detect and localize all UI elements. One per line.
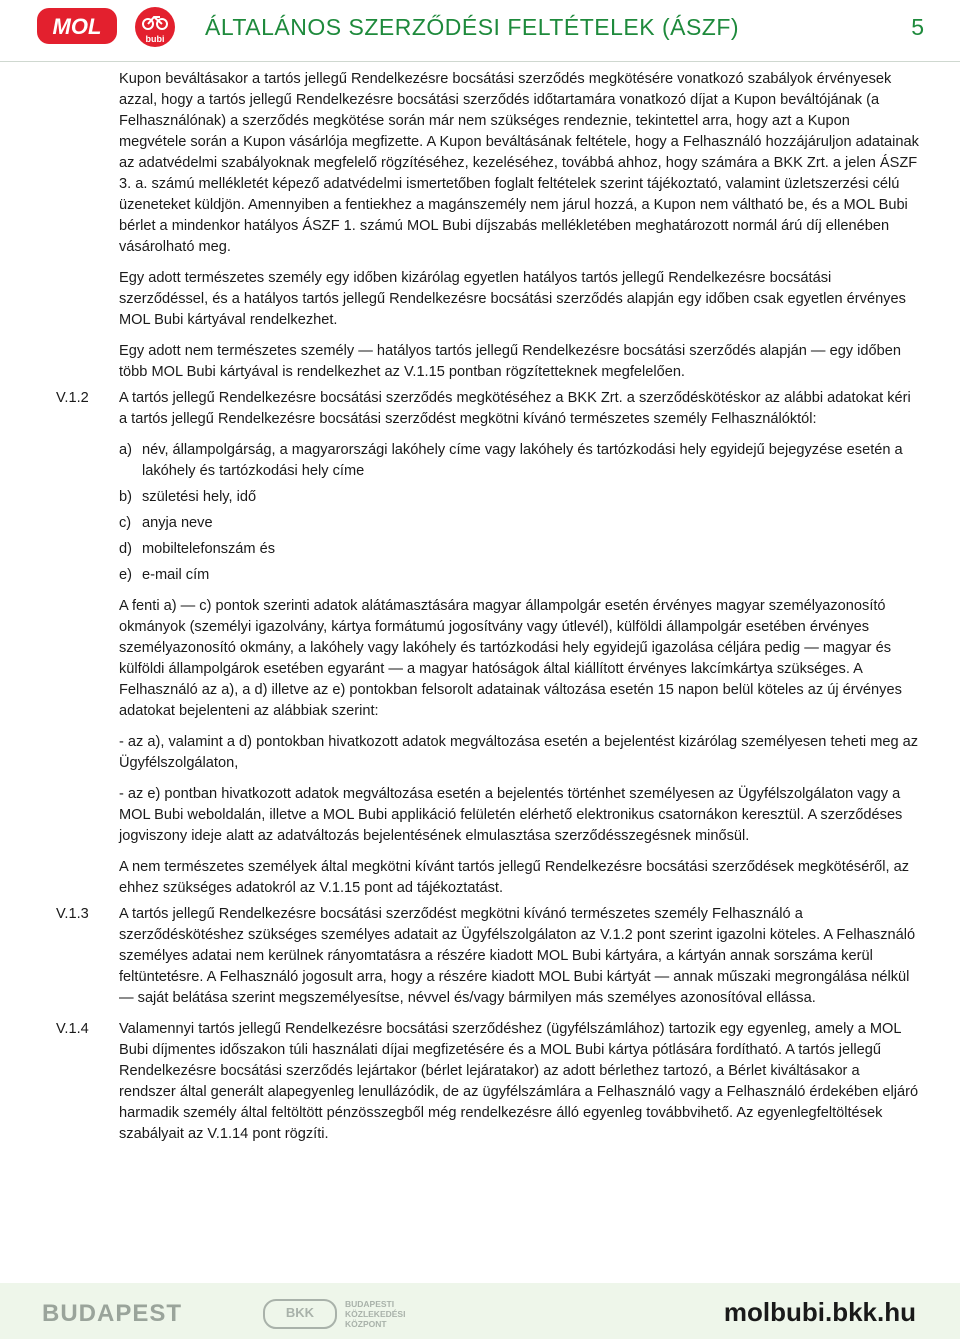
bkk-logo: [263, 1299, 337, 1329]
bubi-logo-text: bubi: [145, 34, 165, 44]
page-number: 5: [911, 14, 924, 40]
section-v-1-4: [56, 1019, 919, 1145]
mol-logo: [36, 6, 118, 46]
paragraph-single-contract: Egy adott természetes személy egy időben kizárólag egyetlen hatályos tartós jellegű Rendelkezésre bocsátási szerződéssel, és a hatályos tartós jellegű Rendelkezésre bocsátási szerződés alapján egy időben csak egyetlen érvényes MOL Bubi kártyával rendelkezhet.: [119, 270, 906, 328]
bubi-logo: [134, 6, 176, 48]
page-title: ÁLTALÁNOS SZERZŐDÉSI FELTÉTELEK (ÁSZF): [205, 14, 740, 40]
list-item-text: születési hely, idő: [142, 489, 257, 505]
list-item-text: mobiltelefonszám és: [142, 541, 276, 557]
paragraph-documents: A fenti a) — c) pontok szerinti adatok alátámasztására magyar állampolgár esetén érvényes magyar személyazonosító okmányok (személyi igazolvány, kártya formátumú jogosítvány vagy útlevél), külföldi állampolgár esetében érvényes személyazonosító okmány, a lakóhely vagy lakóhely és tartózkodási hely egyidejű igazolása céljára pedig — magyar és külföldi állampolgárok esetében egyaránt — a magyar hatóságok által kiállított érvényes lakcímkártya szükséges. A Felhasználó az a), a d) illetve az e) pontokban felsorolt adatainak változása esetén 15 napon belül köteles az új érvényes adatokat bejelenteni az alábbiak szerint:: [119, 598, 902, 719]
list-item: [119, 565, 912, 586]
paragraph-legal-entity: Egy adott nem természetes személy — hatályos tartós jellegű Rendelkezésre bocsátási szerződés alapján — egy időben több MOL Bubi kártyával is rendelkezhet az V.1.15 pontban rögzítetteknek megfelelően.: [119, 343, 901, 380]
section-v-1-2: [56, 388, 919, 430]
page-header: [0, 0, 960, 62]
paragraph-change-email: - az e) pontban hivatkozott adatok megváltozása esetén a bejelentés történhet személyesen az Ügyfélszolgálaton vagy a MOL Bubi weboldalán, illetve a MOL Bubi applikáció felületén elérhető elektronikus csatornákon keresztül. A szerződéses jogviszony ideje alatt az adatváltozás bejelentésének elmulasztása szerződésszegésnek minősül.: [119, 786, 903, 844]
section-v-1-3: [56, 904, 919, 1009]
list-item-label: b): [119, 489, 132, 505]
paragraph-change-personal: - az a), valamint a d) pontokban hivatkozott adatok megváltozása esetén a bejelentést kizárólag személyesen teheti meg az Ügyfélszolgálaton,: [119, 734, 919, 771]
list-item-text: név, állampolgárság, a magyarországi lakóhely címe vagy lakóhely és tartózkodási hely egyidejű bejegyzése esetén a lakóhely és tartózkodási hely címe: [142, 442, 903, 479]
list-item-text: anyja neve: [142, 515, 213, 531]
list-item: [119, 487, 912, 508]
section-text: Valamennyi tartós jellegű Rendelkezésre bocsátási szerződéshez (ügyfélszámlához) tartozik egy egyenleg, amely a MOL Bubi díjmentes időszakon túli használati díjai megfizetésére és a MOL Bubi kártya pótlására fordítható. A tartós jellegű Rendelkezésre bocsátási szerződés lejártakor (bérlet lejáratakor) az adott bérlethez tartozó, a Bérlet kiváltásakor a rendszer által generált alapegyenleg lenullázódik, de az ügyfélszámlára a Felhasználó vagy a Felhasználó érdekében eljáró harmadik személy által feltöltött pénzösszegből még rendelkezésre álló egyenleg továbbvihető. Az egyenlegfeltöltések szabályait az V.1.14 pont rögzíti.: [119, 1021, 919, 1142]
bkk-name-line: BUDAPESTI: [345, 1299, 395, 1309]
section-number: V.1.2: [56, 390, 89, 406]
section-number: V.1.4: [56, 1021, 89, 1037]
section-text: A tartós jellegű Rendelkezésre bocsátási szerződés megkötéséhez a BKK Zrt. a szerződéskötéskor az alábbi adatokat kéri a tartós jellegű Rendelkezésre bocsátási szerződést megkötni kívánó természetes személy Felhasználóktól:: [119, 390, 911, 427]
list-item-label: a): [119, 442, 132, 458]
mol-logo-text: MOL: [52, 14, 102, 39]
bkk-logo-text: BKK: [285, 1305, 315, 1320]
page-footer: [0, 1283, 960, 1339]
list-item-label: d): [119, 541, 132, 557]
list-item: [119, 513, 912, 534]
list-item-text: e-mail cím: [142, 567, 210, 583]
list-item-label: e): [119, 567, 132, 583]
bkk-name-line: KÖZLEKEDÉSI: [345, 1309, 406, 1319]
bkk-name-line: KÖZPONT: [345, 1319, 387, 1329]
budapest-logo: BUDAPEST: [42, 1300, 183, 1327]
section-text: A tartós jellegű Rendelkezésre bocsátási szerződést megkötni kívánó természetes személy Felhasználó a szerződéskötéshez szükséges személyes adatait az Ügyfélszolgálaton az V.1.2 pont szerint igazolni köteles. A Felhasználó személyes adatai nem kerülnek rányomtatásra a részére kiadott MOL Bubi kártyára, a kártyán annak sorszáma kerül feltüntetésre. A Felhasználó jogosult arra, hogy a részére kiadott MOL Bubi kártyát — annak műszaki megrongálása nélkül — saját belátása szerint megszemélyesítse, névvel és/vagy bármilyen más személyes azonosítóval ellássa.: [119, 906, 916, 1006]
paragraph-kupon-redemption: Kupon beváltásakor a tartós jellegű Rendelkezésre bocsátási szerződés megkötésére vonatkozó szabályok érvényesek azzal, hogy a tartós jellegű Rendelkezésre bocsátási szerződés időtartamára vonatkozó díjat a Kupon beváltójának (a Felhasználónak) a szerződés megkötése során már nem szükséges rendeznie, tekintettel arra, hogy azt a Kupon megvétele során a Kupon vásárlója megfizette. A Kupon beváltásának feltétele, hogy a Felhasználó hozzájáruljon adatainak az adatvédelmi szabályoknak megfelelő rögzítéséhez, kezeléséhez, továbbá ahhoz, hogy számára a BKK Zrt. a jelen ÁSZF 3. a. számú mellékletét képező adatvédelmi ismertetőben foglalt feltételek szerint tájékoztató, valamint üzletszerzési célú üzeneteket küldjön. Amennyiben a fentiekhez a magánszemély nem járul hozzá, a Kupon nem váltható be, és a MOL Bubi bérlet a mindenkor hatályos ÁSZF 1. számú MOL Bubi díjszabás mellékletében meghatározott normál árú díj ellenében vásárolható meg.: [119, 71, 919, 255]
list-item: [119, 440, 912, 482]
document-body: [0, 69, 960, 1150]
list-item: [119, 539, 912, 560]
paragraph-legal-entity-info: A nem természetes személyek által megkötni kívánt tartós jellegű Rendelkezésre bocsátási szerződések megkötéséről, az ehhez szükséges adatokról az V.1.15 pont ad tájékoztatást.: [119, 859, 910, 896]
bkk-full-name: [345, 1299, 405, 1329]
website-link[interactable]: molbubi.bkk.hu: [723, 1297, 916, 1327]
section-number: V.1.3: [56, 906, 89, 922]
header-divider: [0, 61, 960, 62]
list-item-label: c): [119, 515, 132, 531]
